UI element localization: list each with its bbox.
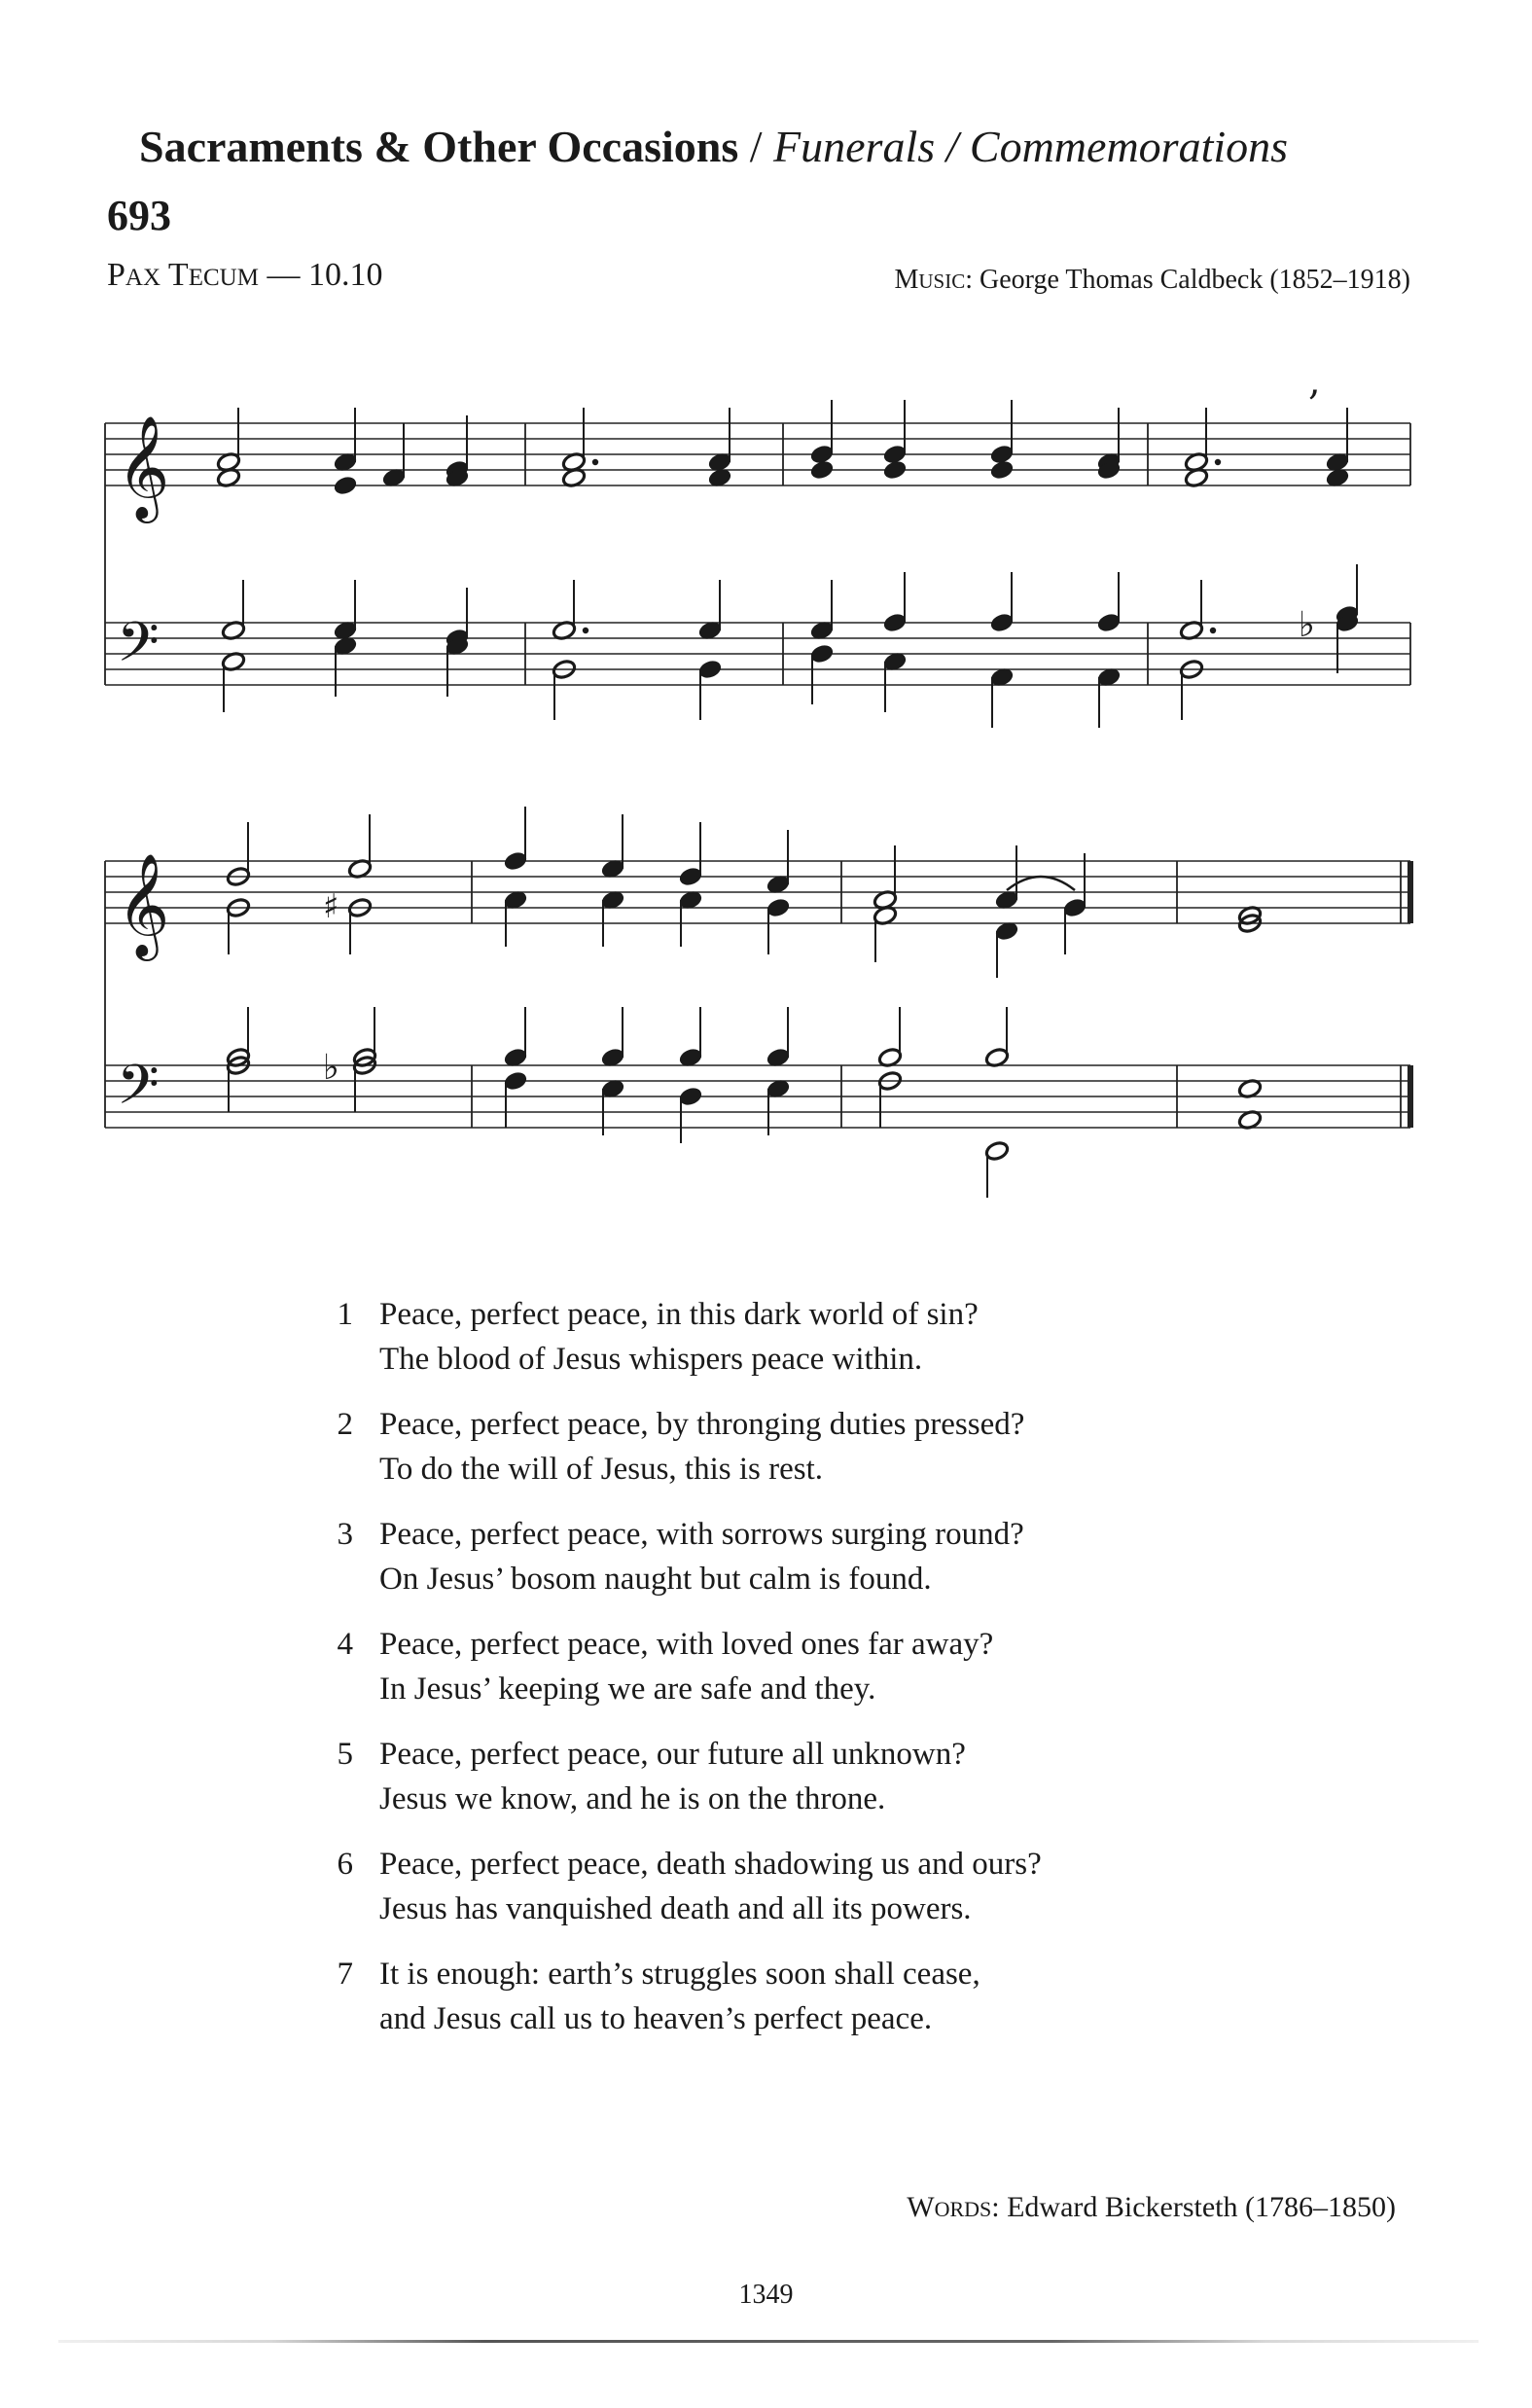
verse-line: Peace, perfect peace, death shadowing us and ours?: [379, 1847, 1042, 1882]
words-label-rest: ORDS: [934, 2197, 992, 2221]
augmentation-dot: [1215, 459, 1221, 465]
music-score: [97, 370, 1420, 1245]
verse-number: 6: [337, 1847, 353, 1882]
bass-clef-icon: 𝄢: [117, 611, 160, 688]
verse-number: 5: [337, 1737, 353, 1772]
verse-6: [326, 1842, 1299, 1931]
tune-name-initial-1: P: [107, 257, 125, 293]
verse-number: 4: [337, 1627, 353, 1662]
verse-7: [326, 1952, 1299, 2041]
treble-note: [333, 475, 358, 496]
verse-3: [326, 1512, 1299, 1601]
tune-name-line: [107, 257, 382, 294]
treble-clef-icon: 𝄞: [117, 414, 170, 519]
verse-line: and Jesus call us to heaven’s perfect peace.: [379, 2001, 933, 2036]
section-title: Sacraments & Other Occasions: [139, 122, 739, 171]
music-label-rest: USIC: [918, 270, 966, 293]
verse-line: Jesus we know, and he is on the throne.: [379, 1781, 886, 1816]
hymn-number: 693: [107, 192, 171, 239]
treble-note: [809, 459, 835, 481]
verse-line: The blood of Jesus whispers peace within.: [379, 1342, 923, 1377]
verse-number: 1: [337, 1297, 353, 1332]
words-credit: [907, 2191, 1396, 2224]
flat-accidental: ♭: [323, 1048, 339, 1088]
tune-name-rest-1: AX: [125, 265, 161, 291]
section-subtitle: Funerals / Commemorations: [773, 122, 1289, 171]
verse-number: 3: [337, 1517, 353, 1552]
verse-number: 7: [337, 1957, 353, 1992]
section-separator: /: [738, 122, 774, 171]
verse-line: On Jesus’ bosom naught but calm is found.: [379, 1562, 932, 1597]
verse-line: Peace, perfect peace, in this dark world of sin?: [379, 1297, 979, 1332]
verse-line: Peace, perfect peace, with sorrows surging round?: [379, 1517, 1024, 1552]
verse-line: Peace, perfect peace, with loved ones far away?: [379, 1627, 994, 1662]
meter: 10.10: [307, 257, 383, 293]
author: : Edward Bickersteth (1786–1850): [991, 2191, 1396, 2223]
footer-rule: [58, 2340, 1479, 2343]
tune-name-rest-2: ECUM: [188, 265, 259, 291]
music-label-initial: M: [894, 265, 919, 295]
verse-line: Jesus has vanquished death and all its powers.: [379, 1891, 972, 1926]
words-label-initial: W: [907, 2191, 935, 2223]
verse-line: Peace, perfect peace, our future all unknown?: [379, 1737, 966, 1772]
verse-1: [326, 1292, 1299, 1382]
verse-number: 2: [337, 1407, 353, 1442]
verse-2: [326, 1402, 1299, 1492]
tune-name-initial-2: T: [167, 257, 189, 293]
augmentation-dot: [1210, 628, 1216, 633]
page-number: 1349: [738, 2280, 794, 2310]
verse-line: It is enough: earth’s struggles soon shall cease,: [379, 1957, 980, 1992]
augmentation-dot: [592, 459, 598, 465]
bass-clef-icon: 𝄢: [117, 1054, 160, 1131]
verse-line: In Jesus’ keeping we are safe and they.: [379, 1671, 876, 1707]
composer: : George Thomas Caldbeck (1852–1918): [965, 265, 1410, 295]
section-heading: [139, 121, 1288, 172]
breath-mark: ,: [1308, 370, 1321, 404]
verse-line: Peace, perfect peace, by thronging duties pressed?: [379, 1407, 1025, 1442]
tune-dash: —: [267, 257, 301, 293]
music-credit: [894, 265, 1410, 296]
verses: [326, 1292, 1299, 2062]
flat-accidental: ♭: [1299, 605, 1315, 645]
verse-4: [326, 1622, 1299, 1711]
augmentation-dot: [583, 628, 588, 633]
verse-5: [326, 1732, 1299, 1821]
treble-note: [882, 459, 908, 481]
treble-note: [989, 459, 1015, 481]
verse-line: To do the will of Jesus, this is rest.: [379, 1452, 824, 1487]
treble-clef-icon: 𝄞: [117, 852, 170, 956]
sharp-accidental: ♯: [323, 887, 339, 926]
